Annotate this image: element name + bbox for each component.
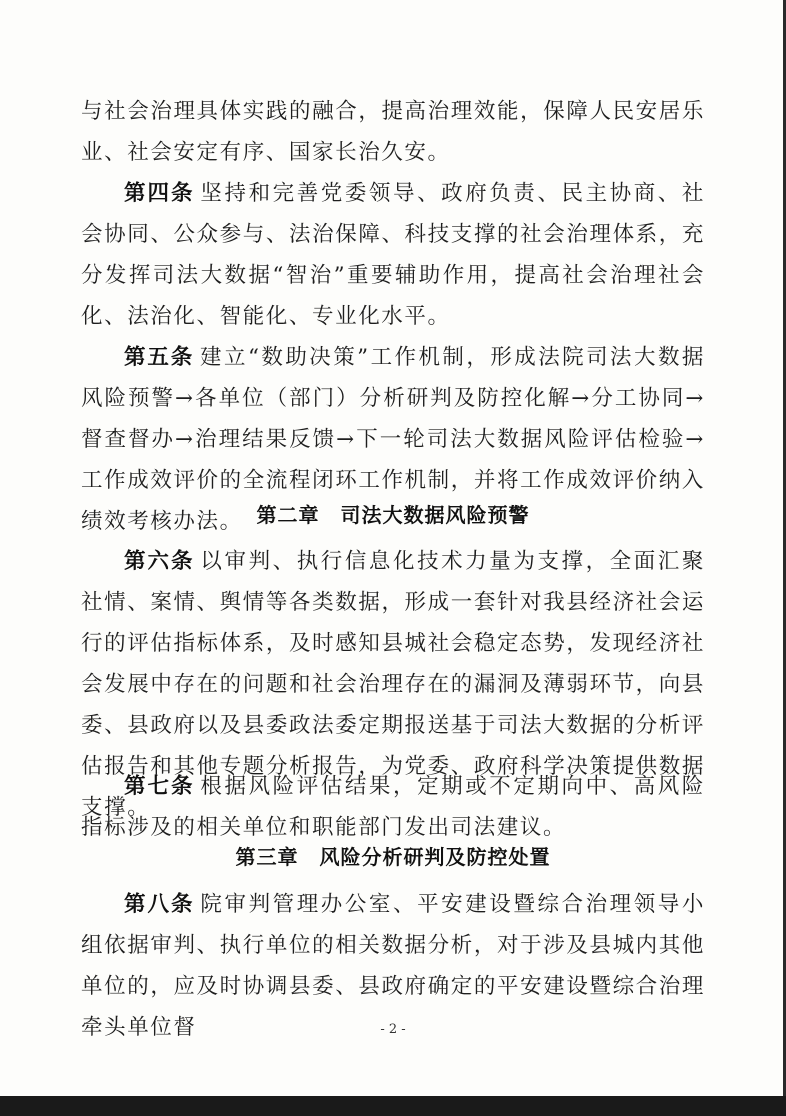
article-7-label: 第七条	[124, 774, 195, 799]
article-6-text: 以审判、执行信息化技术力量为支撑，全面汇聚社情、案情、舆情等各类数据，形成一套针对我县经济社会运行的评估指标体系，及时感知县城社会稳定态势，发现经济社会发展中存在的问题和社会治理存在的漏洞及薄弱环节，向县委、县政府以及县委政法委定期报送基于司法大数据的分析评估报告和其他专题分析报告，为党委、政府科学决策提供数据支撑。	[81, 549, 705, 820]
article-8-text: 院审判管理办公室、平安建设暨综合治理领导小组依据审判、执行单位的相关数据分析，对于涉及县城内其他单位的，应及时协调县委、县政府确定的平安建设暨综合治理牵头单位督	[81, 892, 705, 1040]
article-6-label: 第六条	[124, 549, 195, 574]
article-4-paragraph	[81, 173, 705, 337]
chapter-2-heading: 第二章 司法大数据风险预警	[256, 503, 530, 527]
article-4-label: 第四条	[124, 181, 195, 206]
article-4-text: 坚持和完善党委领导、政府负责、民主协商、社会协同、公众参与、法治保障、科技支撑的社会治理体系，充分发挥司法大数据“智治”重要辅助作用，提高社会治理社会化、法治化、智能化、专业化水平。	[81, 181, 705, 329]
article-7-paragraph	[81, 766, 705, 848]
intro-paragraph: 与社会治理具体实践的融合，提高治理效能，保障人民安居乐业、社会安定有序、国家长治久安。	[81, 99, 705, 165]
article-7-text: 根据风险评估结果，定期或不定期向中、高风险指标涉及的相关单位和职能部门发出司法建议。	[81, 774, 705, 840]
article-5-label: 第五条	[124, 345, 195, 370]
article-8-label: 第八条	[124, 892, 195, 917]
chapter-3-heading: 第三章 风险分析研判及防控处置	[235, 845, 551, 869]
page-number: - 2 -	[380, 1022, 406, 1037]
article-5-text: 建立“数助决策”工作机制，形成法院司法大数据风险预警→各单位（部门）分析研判及防控化解→分工协同→督查督办→治理结果反馈→下一轮司法大数据风险评估检验→工作成效评价的全流程闭环工作机制，并将工作成效评价纳入绩效考核办法。	[81, 345, 705, 534]
